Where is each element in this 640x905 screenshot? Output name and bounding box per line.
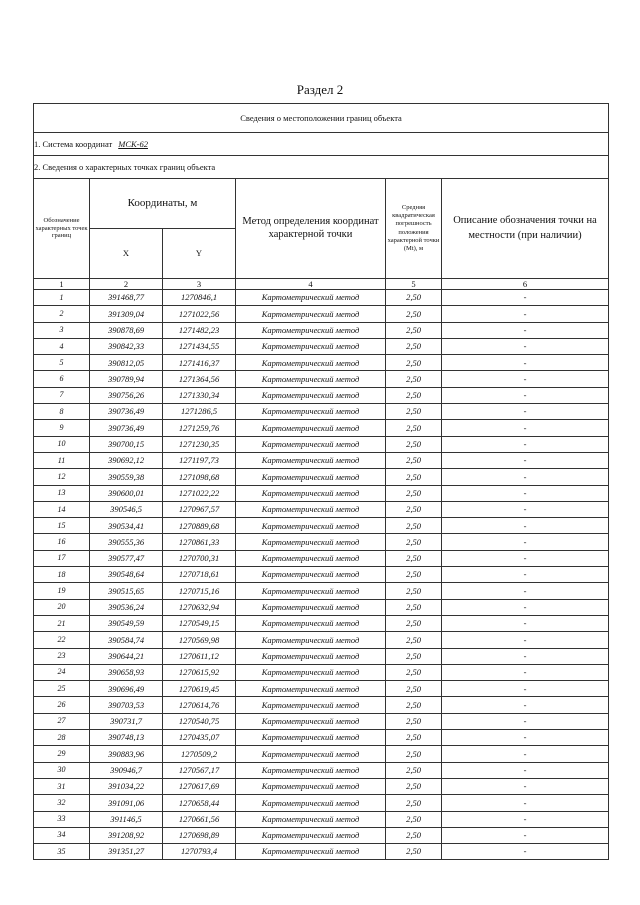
coord-y: 1271022,56: [163, 306, 236, 322]
coord-y: 1270698,89: [163, 827, 236, 843]
coord-y: 1270658,44: [163, 795, 236, 811]
section-title: Раздел 2: [296, 82, 344, 97]
point-number: 33: [34, 811, 90, 827]
error-cell: 2,50: [386, 501, 442, 517]
error-cell: 2,50: [386, 290, 442, 306]
error-cell: 2,50: [386, 452, 442, 468]
error-cell: 2,50: [386, 404, 442, 420]
description-cell: -: [442, 730, 609, 746]
coord-y: 1270700,31: [163, 550, 236, 566]
error-cell: 2,50: [386, 713, 442, 729]
error-cell: 2,50: [386, 420, 442, 436]
description-cell: -: [442, 469, 609, 485]
description-cell: -: [442, 518, 609, 534]
coord-y: 1270793,4: [163, 844, 236, 860]
error-cell: 2,50: [386, 518, 442, 534]
table-row: [34, 632, 609, 648]
point-number: 19: [34, 583, 90, 599]
description-cell: -: [442, 681, 609, 697]
table-row: [34, 469, 609, 485]
table-row: [34, 404, 609, 420]
error-cell: 2,50: [386, 762, 442, 778]
coord-x: 390703,53: [90, 697, 163, 713]
coord-x: 391309,04: [90, 306, 163, 322]
coord-x: 390696,49: [90, 681, 163, 697]
description-cell: -: [442, 811, 609, 827]
point-number: 7: [34, 387, 90, 403]
method-cell: Картометрический метод: [236, 778, 386, 794]
description-cell: -: [442, 583, 609, 599]
point-number: 1: [34, 290, 90, 306]
point-number: 25: [34, 681, 90, 697]
table-row: [34, 664, 609, 680]
coord-x: 390577,47: [90, 550, 163, 566]
method-cell: Картометрический метод: [236, 632, 386, 648]
method-cell: Картометрический метод: [236, 795, 386, 811]
coord-y: 1271259,76: [163, 420, 236, 436]
table-row: [34, 485, 609, 501]
description-cell: -: [442, 355, 609, 371]
description-cell: -: [442, 534, 609, 550]
point-number: 20: [34, 599, 90, 615]
table-row: [34, 452, 609, 468]
coord-x: 390736,49: [90, 404, 163, 420]
coord-x: 391146,5: [90, 811, 163, 827]
description-cell: -: [442, 501, 609, 517]
description-cell: -: [442, 322, 609, 338]
description-cell: -: [442, 713, 609, 729]
coord-y: 1270889,68: [163, 518, 236, 534]
col-number: 1: [34, 279, 90, 290]
method-cell: Картометрический метод: [236, 730, 386, 746]
header-point-label: Обозначение характерных точек границ: [34, 179, 90, 279]
coord-system-row: [34, 133, 609, 156]
method-cell: Картометрический метод: [236, 420, 386, 436]
table-row: [34, 795, 609, 811]
coord-x: 390692,12: [90, 452, 163, 468]
point-number: 3: [34, 322, 90, 338]
error-cell: 2,50: [386, 567, 442, 583]
table-row: [34, 844, 609, 860]
point-number: 27: [34, 713, 90, 729]
coord-x: 390812,05: [90, 355, 163, 371]
col-number: 3: [163, 279, 236, 290]
coord-x: 390748,13: [90, 730, 163, 746]
coord-x: 390549,59: [90, 615, 163, 631]
description-cell: -: [442, 778, 609, 794]
error-cell: 2,50: [386, 697, 442, 713]
description-cell: -: [442, 371, 609, 387]
coord-y: 1270632,94: [163, 599, 236, 615]
method-cell: Картометрический метод: [236, 648, 386, 664]
point-number: 32: [34, 795, 90, 811]
header-x: X: [90, 229, 163, 279]
point-number: 30: [34, 762, 90, 778]
description-cell: -: [442, 338, 609, 354]
description-cell: -: [442, 404, 609, 420]
column-number-row: [34, 279, 609, 290]
table-row: [34, 827, 609, 843]
error-cell: 2,50: [386, 730, 442, 746]
coord-x: 391468,77: [90, 290, 163, 306]
header-description: Описание обозначения точки на местности (при наличии): [442, 179, 609, 279]
coord-y: 1271098,68: [163, 469, 236, 485]
description-cell: -: [442, 762, 609, 778]
coord-y: 1270615,92: [163, 664, 236, 680]
point-number: 11: [34, 452, 90, 468]
point-number: 24: [34, 664, 90, 680]
error-cell: 2,50: [386, 550, 442, 566]
coord-x: 390534,41: [90, 518, 163, 534]
table-row: [34, 778, 609, 794]
coord-x: 390842,33: [90, 338, 163, 354]
point-number: 2: [34, 306, 90, 322]
coord-y: 1270661,56: [163, 811, 236, 827]
point-number: 14: [34, 501, 90, 517]
boundary-table: [33, 103, 609, 860]
description-cell: -: [442, 632, 609, 648]
coord-y: 1270614,76: [163, 697, 236, 713]
error-cell: 2,50: [386, 795, 442, 811]
point-number: 26: [34, 697, 90, 713]
method-cell: Картометрический метод: [236, 567, 386, 583]
coord-system-label: 1. Система координат: [34, 138, 113, 149]
method-cell: Картометрический метод: [236, 599, 386, 615]
coord-y: 1270718,61: [163, 567, 236, 583]
error-cell: 2,50: [386, 355, 442, 371]
description-cell: -: [442, 599, 609, 615]
coord-y: 1271434,55: [163, 338, 236, 354]
error-cell: 2,50: [386, 811, 442, 827]
description-cell: -: [442, 452, 609, 468]
table-row: [34, 567, 609, 583]
error-cell: 2,50: [386, 306, 442, 322]
error-cell: 2,50: [386, 599, 442, 615]
coord-x: 390515,65: [90, 583, 163, 599]
coord-x: 390878,69: [90, 322, 163, 338]
table-row: [34, 338, 609, 354]
error-cell: 2,50: [386, 778, 442, 794]
method-cell: Картометрический метод: [236, 762, 386, 778]
method-cell: Картометрический метод: [236, 371, 386, 387]
coord-system-value: МСК-62: [118, 138, 148, 149]
col-number: 5: [386, 279, 442, 290]
description-cell: -: [442, 844, 609, 860]
coord-x: 390584,74: [90, 632, 163, 648]
table-row: [34, 811, 609, 827]
point-number: 8: [34, 404, 90, 420]
point-number: 22: [34, 632, 90, 648]
table-row: [34, 681, 609, 697]
table-row: [34, 648, 609, 664]
coord-y: 1271330,34: [163, 387, 236, 403]
coord-y: 1270567,17: [163, 762, 236, 778]
point-number: 29: [34, 746, 90, 762]
coord-y: 1270846,1: [163, 290, 236, 306]
error-cell: 2,50: [386, 664, 442, 680]
coord-y: 1270435,07: [163, 730, 236, 746]
coord-y: 1271416,37: [163, 355, 236, 371]
description-cell: -: [442, 615, 609, 631]
method-cell: Картометрический метод: [236, 355, 386, 371]
coord-y: 1270617,69: [163, 778, 236, 794]
table-row: [34, 697, 609, 713]
error-cell: 2,50: [386, 632, 442, 648]
description-cell: -: [442, 290, 609, 306]
coord-x: 391208,92: [90, 827, 163, 843]
coord-y: 1270715,16: [163, 583, 236, 599]
description-cell: -: [442, 436, 609, 452]
point-number: 18: [34, 567, 90, 583]
header-method: Метод определения координат характерной точки: [236, 179, 386, 279]
description-cell: -: [442, 664, 609, 680]
description-cell: -: [442, 420, 609, 436]
point-number: 6: [34, 371, 90, 387]
table-row: [34, 518, 609, 534]
description-cell: -: [442, 485, 609, 501]
method-cell: Картометрический метод: [236, 697, 386, 713]
table-row: [34, 599, 609, 615]
method-cell: Картометрический метод: [236, 501, 386, 517]
method-cell: Картометрический метод: [236, 306, 386, 322]
coord-x: 390548,64: [90, 567, 163, 583]
coord-y: 1270861,33: [163, 534, 236, 550]
method-cell: Картометрический метод: [236, 436, 386, 452]
point-number: 16: [34, 534, 90, 550]
error-cell: 2,50: [386, 746, 442, 762]
error-cell: 2,50: [386, 583, 442, 599]
table-row: [34, 501, 609, 517]
point-number: 15: [34, 518, 90, 534]
coord-x: 390756,26: [90, 387, 163, 403]
error-cell: 2,50: [386, 469, 442, 485]
table-row: [34, 615, 609, 631]
coord-x: 390658,93: [90, 664, 163, 680]
table-row: [34, 746, 609, 762]
method-cell: Картометрический метод: [236, 387, 386, 403]
error-cell: 2,50: [386, 827, 442, 843]
description-cell: -: [442, 827, 609, 843]
method-cell: Картометрический метод: [236, 518, 386, 534]
table-row: [34, 713, 609, 729]
coord-y: 1271230,35: [163, 436, 236, 452]
coord-y: 1270549,15: [163, 615, 236, 631]
coord-x: 390600,01: [90, 485, 163, 501]
method-cell: Картометрический метод: [236, 746, 386, 762]
point-number: 5: [34, 355, 90, 371]
error-cell: 2,50: [386, 322, 442, 338]
table-row: [34, 436, 609, 452]
coord-x: 390883,96: [90, 746, 163, 762]
error-cell: 2,50: [386, 615, 442, 631]
method-cell: Картометрический метод: [236, 338, 386, 354]
coord-y: 1270967,57: [163, 501, 236, 517]
coord-x: 390736,49: [90, 420, 163, 436]
coord-x: 391351,27: [90, 844, 163, 860]
table-row: [34, 762, 609, 778]
coord-x: 390700,15: [90, 436, 163, 452]
coord-x: 390536,24: [90, 599, 163, 615]
coord-y: 1270569,98: [163, 632, 236, 648]
table-row: [34, 550, 609, 566]
method-cell: Картометрический метод: [236, 681, 386, 697]
error-cell: 2,50: [386, 338, 442, 354]
description-cell: -: [442, 550, 609, 566]
method-cell: Картометрический метод: [236, 583, 386, 599]
coord-y: 1270509,2: [163, 746, 236, 762]
point-number: 12: [34, 469, 90, 485]
coord-x: 390731,7: [90, 713, 163, 729]
method-cell: Картометрический метод: [236, 827, 386, 843]
method-cell: Картометрический метод: [236, 811, 386, 827]
description-cell: -: [442, 648, 609, 664]
point-number: 28: [34, 730, 90, 746]
method-cell: Картометрический метод: [236, 844, 386, 860]
table-row: [34, 306, 609, 322]
error-cell: 2,50: [386, 844, 442, 860]
point-number: 9: [34, 420, 90, 436]
method-cell: Картометрический метод: [236, 404, 386, 420]
coord-x: 390789,94: [90, 371, 163, 387]
description-cell: -: [442, 567, 609, 583]
method-cell: Картометрический метод: [236, 485, 386, 501]
method-cell: Картометрический метод: [236, 290, 386, 306]
point-number: 10: [34, 436, 90, 452]
method-cell: Картометрический метод: [236, 550, 386, 566]
error-cell: 2,50: [386, 436, 442, 452]
table-row: [34, 355, 609, 371]
method-cell: Картометрический метод: [236, 452, 386, 468]
col-number: 6: [442, 279, 609, 290]
coord-y: 1271364,56: [163, 371, 236, 387]
coord-x: 390546,5: [90, 501, 163, 517]
description-cell: -: [442, 795, 609, 811]
coord-y: 1271022,22: [163, 485, 236, 501]
coord-y: 1270611,12: [163, 648, 236, 664]
error-cell: 2,50: [386, 648, 442, 664]
header-coordinates: Координаты, м: [90, 179, 236, 229]
method-cell: Картометрический метод: [236, 322, 386, 338]
coord-x: 390644,21: [90, 648, 163, 664]
table-row: [34, 322, 609, 338]
description-cell: -: [442, 387, 609, 403]
table-row: [34, 730, 609, 746]
description-cell: -: [442, 746, 609, 762]
method-cell: Картометрический метод: [236, 534, 386, 550]
method-cell: Картометрический метод: [236, 664, 386, 680]
point-number: 34: [34, 827, 90, 843]
method-cell: Картометрический метод: [236, 713, 386, 729]
col-number: 4: [236, 279, 386, 290]
col-number: 2: [90, 279, 163, 290]
error-cell: 2,50: [386, 534, 442, 550]
point-number: 4: [34, 338, 90, 354]
points-heading: 2. Сведения о характерных точках границ объекта: [34, 156, 609, 179]
point-number: 17: [34, 550, 90, 566]
coord-y: 1270619,45: [163, 681, 236, 697]
table-row: [34, 583, 609, 599]
table-title: Сведения о местоположении границ объекта: [34, 104, 609, 133]
table-row: [34, 371, 609, 387]
point-number: 23: [34, 648, 90, 664]
point-number: 21: [34, 615, 90, 631]
coord-x: 390946,7: [90, 762, 163, 778]
table-row: [34, 534, 609, 550]
coord-x: 390559,38: [90, 469, 163, 485]
coord-y: 1271286,5: [163, 404, 236, 420]
error-cell: 2,50: [386, 387, 442, 403]
coord-y: 1270540,75: [163, 713, 236, 729]
method-cell: Картометрический метод: [236, 469, 386, 485]
description-cell: -: [442, 697, 609, 713]
description-cell: -: [442, 306, 609, 322]
coord-x: 390555,36: [90, 534, 163, 550]
point-number: 31: [34, 778, 90, 794]
table-row: [34, 420, 609, 436]
error-cell: 2,50: [386, 371, 442, 387]
table-row: [34, 290, 609, 306]
header-y: Y: [163, 229, 236, 279]
point-number: 35: [34, 844, 90, 860]
coord-y: 1271482,23: [163, 322, 236, 338]
table-row: [34, 387, 609, 403]
coord-y: 1271197,73: [163, 452, 236, 468]
header-error: Средняя квадратическая погрешность положения характерной точки (Mt), м: [386, 179, 442, 279]
coord-x: 391034,22: [90, 778, 163, 794]
error-cell: 2,50: [386, 485, 442, 501]
method-cell: Картометрический метод: [236, 615, 386, 631]
coord-x: 391091,06: [90, 795, 163, 811]
error-cell: 2,50: [386, 681, 442, 697]
point-number: 13: [34, 485, 90, 501]
